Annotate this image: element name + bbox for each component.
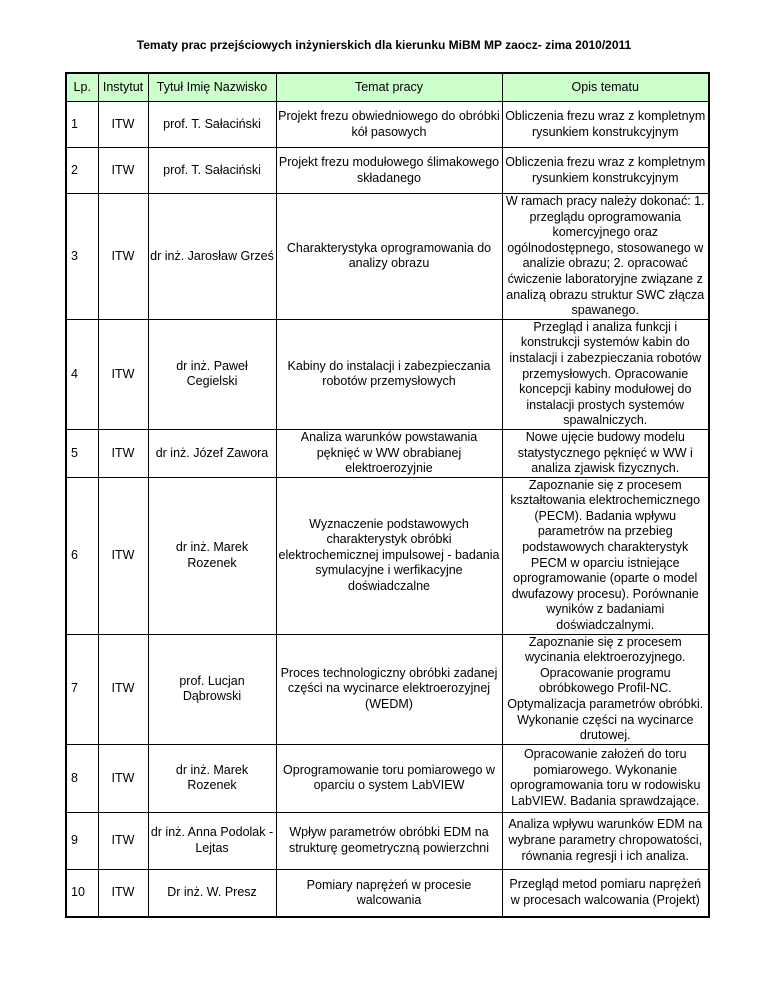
- table-row: [66, 812, 709, 869]
- row-temat: Wpływ parametrów obróbki EDM na strukturę geometryczną powierzchni: [276, 812, 502, 869]
- row-lp: 6: [66, 477, 98, 634]
- header-instytut: Instytut: [98, 73, 148, 102]
- row-osoba: dr inż. Jarosław Grześ: [148, 194, 276, 320]
- row-lp: 2: [66, 148, 98, 194]
- row-instytut: ITW: [98, 148, 148, 194]
- row-opis: Przegląd metod pomiaru naprężeń w procesach walcowania (Projekt): [502, 869, 709, 917]
- table-row: [66, 477, 709, 634]
- table-row: [66, 102, 709, 148]
- header-row: [66, 73, 709, 102]
- row-opis: W ramach pracy należy dokonać: 1. przeglądu oprogramowania komercyjnego oraz ogólnodostępnego, stosowanego w analizie obrazu; 2. opracować ćwiczenie laboratoryjne związane z analizą obrazu struktur SWC złącza spawanego.: [502, 194, 709, 320]
- row-osoba: prof. T. Sałaciński: [148, 148, 276, 194]
- row-temat: Analiza warunków powstawania pęknięć w WW obrabianej elektroerozyjnie: [276, 429, 502, 477]
- row-osoba: prof. T. Sałaciński: [148, 102, 276, 148]
- row-osoba: dr inż. Paweł Cegielski: [148, 319, 276, 429]
- row-instytut: ITW: [98, 869, 148, 917]
- table-row: [66, 744, 709, 812]
- row-opis: Nowe ujęcie budowy modelu statystycznego pęknięć w WW i analiza zjawisk fizycznych.: [502, 429, 709, 477]
- row-lp: 3: [66, 194, 98, 320]
- table-row: [66, 148, 709, 194]
- row-temat: Kabiny do instalacji i zabezpieczania robotów przemysłowych: [276, 319, 502, 429]
- row-temat: Projekt frezu obwiedniowego do obróbki kół pasowych: [276, 102, 502, 148]
- row-temat: Projekt frezu modułowego ślimakowego składanego: [276, 148, 502, 194]
- row-temat: Charakterystyka oprogramowania do analizy obrazu: [276, 194, 502, 320]
- row-lp: 4: [66, 319, 98, 429]
- row-instytut: ITW: [98, 319, 148, 429]
- header-osoba: Tytuł Imię Nazwisko: [148, 73, 276, 102]
- row-osoba: dr inż. Marek Rozenek: [148, 744, 276, 812]
- header-temat: Temat pracy: [276, 73, 502, 102]
- row-instytut: ITW: [98, 429, 148, 477]
- row-temat: Pomiary naprężeń w procesie walcowania: [276, 869, 502, 917]
- row-lp: 1: [66, 102, 98, 148]
- row-lp: 8: [66, 744, 98, 812]
- row-opis: Obliczenia frezu wraz z kompletnym rysunkiem konstrukcyjnym: [502, 148, 709, 194]
- row-instytut: ITW: [98, 102, 148, 148]
- row-instytut: ITW: [98, 477, 148, 634]
- row-osoba: dr inż. Anna Podolak - Lejtas: [148, 812, 276, 869]
- topics-table: [65, 72, 710, 918]
- row-osoba: prof. Lucjan Dąbrowski: [148, 634, 276, 744]
- page-title: Tematy prac przejściowych inżynierskich dla kierunku MiBM MP zaocz- zima 2010/2011: [136, 38, 632, 52]
- row-lp: 7: [66, 634, 98, 744]
- table-row: [66, 869, 709, 917]
- row-opis: Obliczenia frezu wraz z kompletnym rysunkiem konstrukcyjnym: [502, 102, 709, 148]
- row-temat: Oprogramowanie toru pomiarowego w oparciu o system LabVIEW: [276, 744, 502, 812]
- row-opis: Zapoznanie się z procesem kształtowania elektrochemicznego (PECM). Badania wpływu parametrów na przebieg podstawowych charakterystyk PECM w oparciu istniejące oprogramowanie (oparte o model dwufazowy procesu). Porównanie wyników z badaniami doświadczalnymi.: [502, 477, 709, 634]
- row-opis: Opracowanie założeń do toru pomiarowego. Wykonanie oprogramowania toru w rodowisku LabVIEW. Badania sprawdzające.: [502, 744, 709, 812]
- row-osoba: dr inż. Józef Zawora: [148, 429, 276, 477]
- row-opis: Zapoznanie się z procesem wycinania elektroerozyjnego. Opracowanie programu obróbkowego Profil-NC. Optymalizacja parametrów obróbki. Wykonanie części na wycinarce drutowej.: [502, 634, 709, 744]
- table-row: [66, 319, 709, 429]
- row-osoba: dr inż. Marek Rozenek: [148, 477, 276, 634]
- row-instytut: ITW: [98, 812, 148, 869]
- row-instytut: ITW: [98, 194, 148, 320]
- table-row: [66, 429, 709, 477]
- header-lp: Lp.: [66, 73, 98, 102]
- row-instytut: ITW: [98, 744, 148, 812]
- table-row: [66, 634, 709, 744]
- row-lp: 10: [66, 869, 98, 917]
- row-opis: Przegląd i analiza funkcji i konstrukcji systemów kabin do instalacji i zabezpieczania robotów przemysłowych. Opracowanie koncepcji kabiny modułowej do instalacji prostych systemów spawalniczych.: [502, 319, 709, 429]
- row-lp: 5: [66, 429, 98, 477]
- row-instytut: ITW: [98, 634, 148, 744]
- row-opis: Analiza wpływu warunków EDM na wybrane parametry chropowatości, równania regresji i ich analiza.: [502, 812, 709, 869]
- row-temat: Wyznaczenie podstawowych charakterystyk obróbki elektrochemicznej impulsowej - badania symulacyjne i werfikacyjne doświadczalne: [276, 477, 502, 634]
- header-opis: Opis tematu: [502, 73, 709, 102]
- row-temat: Proces technologiczny obróbki zadanej części na wycinarce elektroerozyjnej (WEDM): [276, 634, 502, 744]
- row-osoba: Dr inż. W. Presz: [148, 869, 276, 917]
- row-lp: 9: [66, 812, 98, 869]
- table-row: [66, 194, 709, 320]
